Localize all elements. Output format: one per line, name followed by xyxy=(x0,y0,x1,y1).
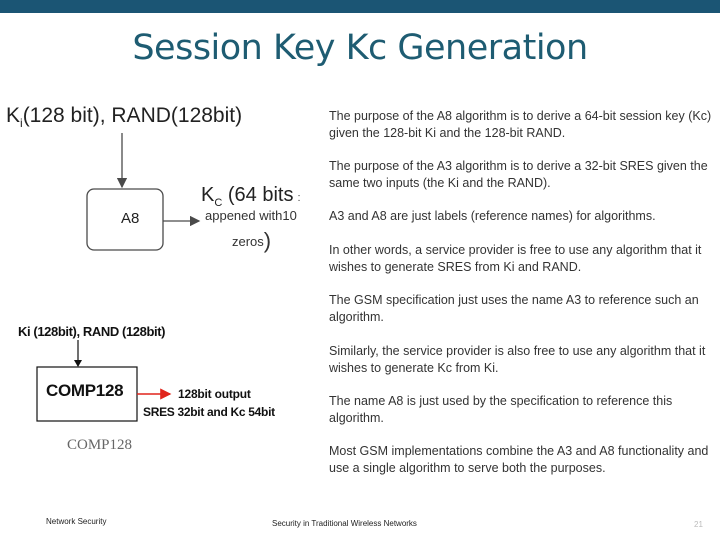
paragraph-labels: A3 and A8 are just labels (reference names) for algorithms. xyxy=(329,209,656,223)
paragraph-combined: Most GSM implementations combine the A3 and A8 functionality and use a single algorithm to serve both the purposes. xyxy=(329,444,709,475)
input-ki-rand-label: $K_i(128$ bit), RAND(128bit) xyxy=(6,104,243,131)
kc-output-label: $K_C$ (64 bits : xyxy=(201,184,301,209)
paragraph-a8-name: The name A8 is just used by the specification to reference this algorithm. xyxy=(329,394,673,425)
paragraph-provider-kc: Similarly, the service provider is also free to use any algorithm that it wishes to generate Kc from Ki. xyxy=(329,344,706,375)
comp128-output-line2: SRES 32bit and Kc 54bit xyxy=(143,405,275,419)
kc-output-detail: appened with10 xyxy=(205,208,297,223)
comp128-output-line1: 128bit output xyxy=(178,387,251,401)
paragraph-provider-sres: In other words, a service provider is free to use any algorithm that it wishes to generate SRES from Ki and RAND. xyxy=(329,243,702,274)
footer-course: Network Security xyxy=(46,517,107,526)
kc-output-zeros: zeros) xyxy=(232,228,272,253)
paragraph-gsm-a3: The GSM specification just uses the name A3 to reference such an algorithm. xyxy=(329,293,699,324)
comp128-caption: COMP128 xyxy=(67,437,133,453)
slide-title: Session Key Kc Generation xyxy=(132,28,588,68)
a8-box-label: A8 xyxy=(121,210,140,227)
page-number: 21 xyxy=(694,520,703,529)
comp128-box-label: COMP128 xyxy=(46,381,124,400)
footer-chapter: Security in Traditional Wireless Networks xyxy=(272,519,417,528)
paragraph-a8-purpose: The purpose of the A8 algorithm is to derive a 64-bit session key (Kc) given the 128-bit Ki and the 128-bit RAND. xyxy=(329,109,712,140)
paragraph-a3-purpose: The purpose of the A3 algorithm is to derive a 32-bit SRES given the same two inputs (the Ki and the RAND). xyxy=(329,159,708,190)
comp128-input-label: Ki (128bit), RAND (128bit) xyxy=(18,324,166,339)
